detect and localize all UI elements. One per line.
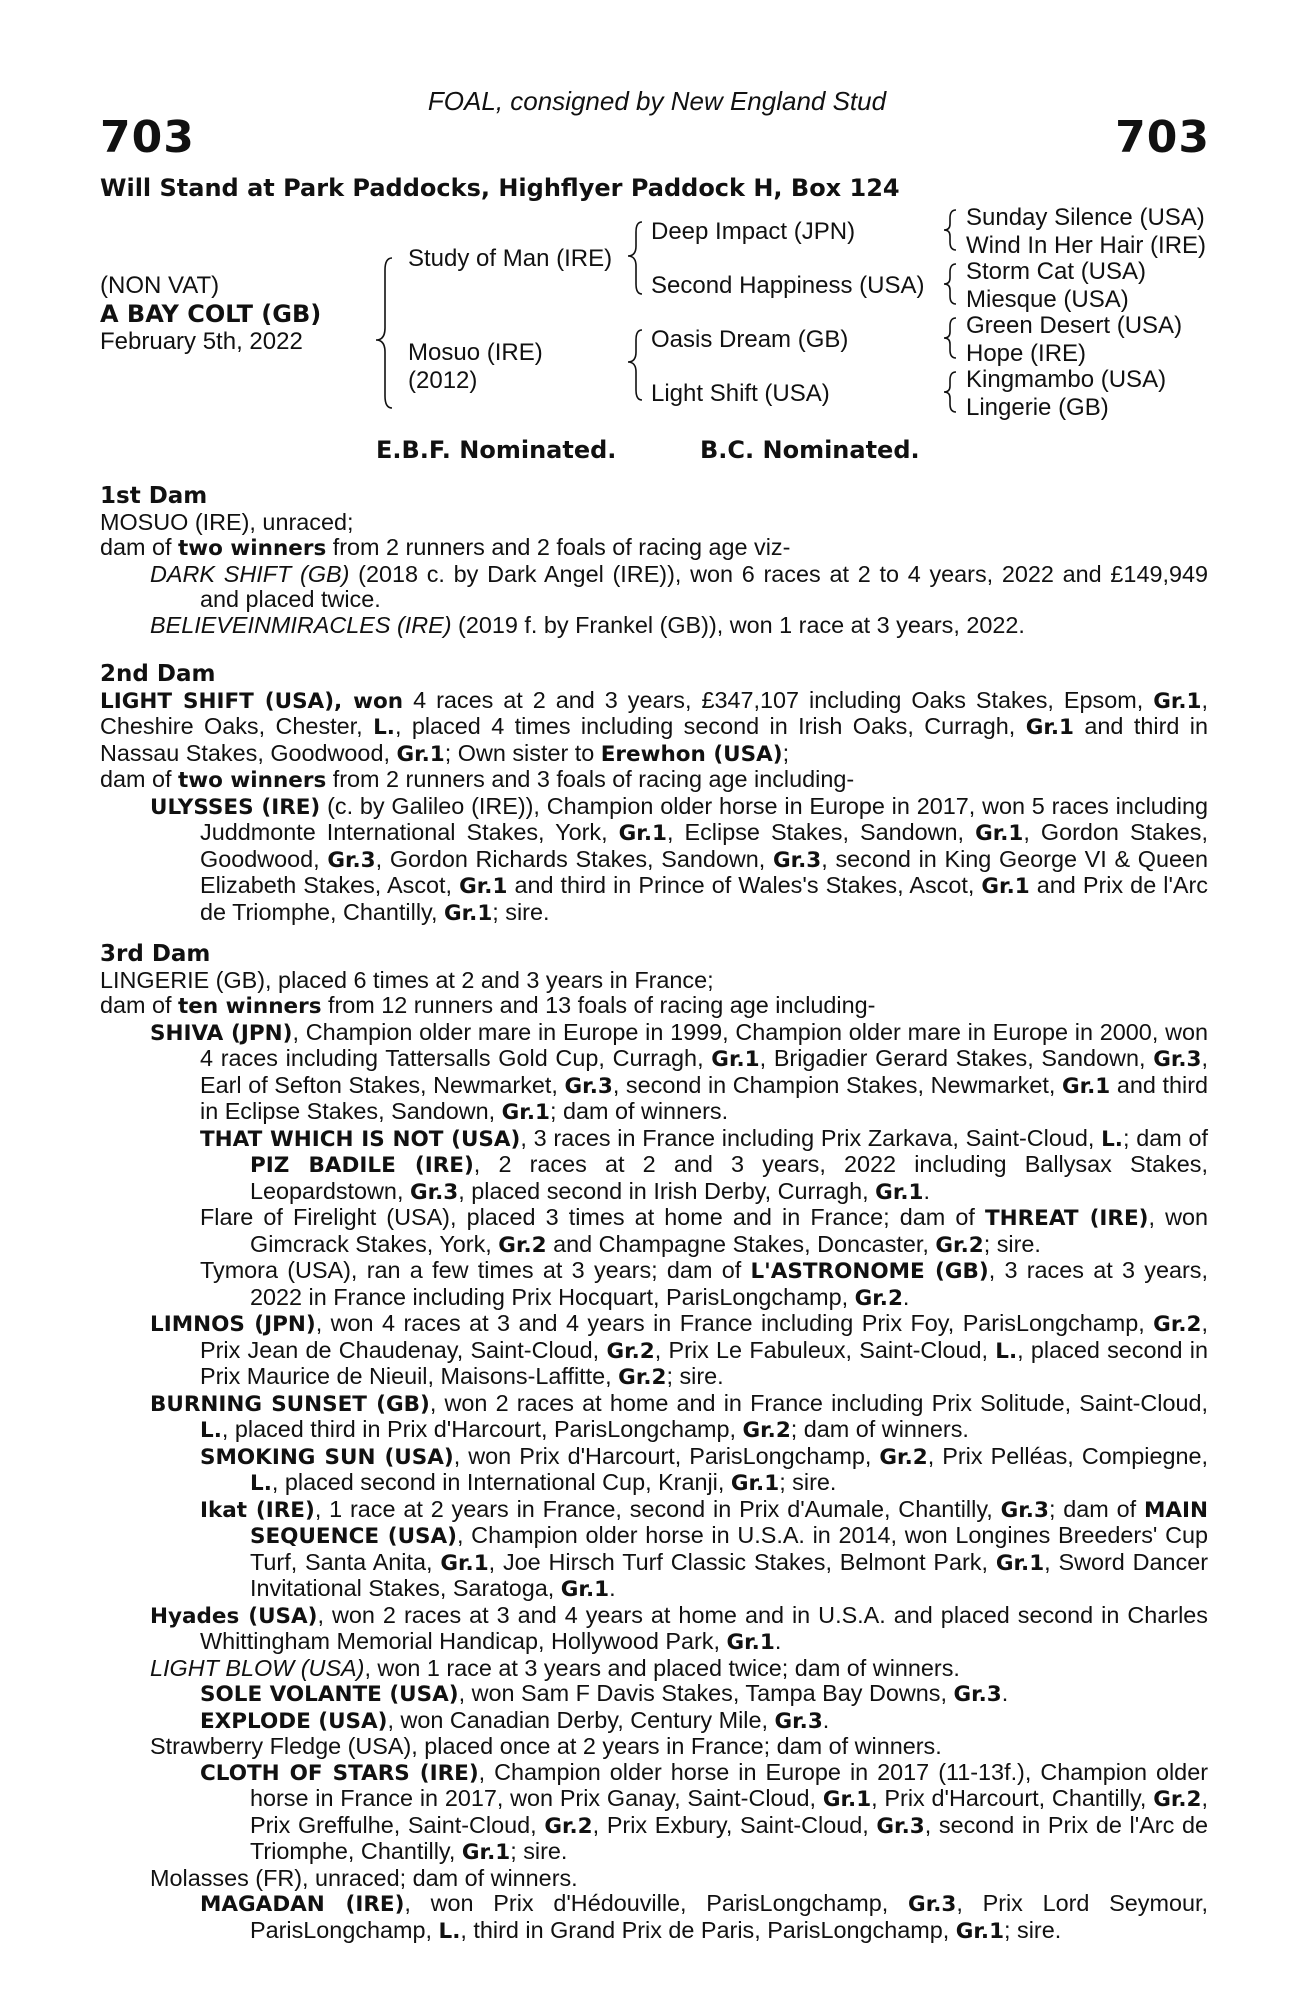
text-segment: , Eclipse Stakes, Sandown, — [666, 819, 976, 845]
bold-text: two winners — [178, 768, 327, 793]
bold-text: Gr.1 — [1153, 688, 1202, 714]
bold-text: Gr.2 — [742, 1418, 791, 1443]
bold-text: Gr.2 — [1153, 1312, 1202, 1337]
bold-text: Gr.3 — [564, 1073, 613, 1099]
brace-g2 — [944, 264, 956, 304]
dam-name: Mosuo (IRE) — [408, 339, 543, 366]
bc-nominated: B.C. Nominated. — [700, 436, 920, 464]
text-segment: Tymora (USA), ran a few times at 3 years; dam of — [200, 1257, 751, 1283]
text-segment: ; — [782, 739, 790, 766]
text-segment: , Prix d'Harcourt, Chantilly, — [871, 1785, 1154, 1811]
pedigree-paragraph — [100, 1258, 1208, 1311]
text-segment: , second in King George VI & Queen Elizabeth Stakes, Ascot, — [200, 845, 1208, 898]
text-segment: ; dam of winners. — [790, 1416, 969, 1442]
text-segment: ; sire. — [510, 1838, 568, 1864]
brace-dam — [628, 330, 642, 400]
bold-text: Gr.1 — [440, 1550, 489, 1576]
section-heading: 3rd Dam — [100, 941, 211, 967]
bold-text: Gr.1 — [459, 874, 508, 899]
bold-text: LIMNOS (JPN) — [150, 1312, 316, 1337]
bold-text: Gr.2 — [618, 1365, 667, 1390]
text-segment: , won Canadian Derby, Century Mile, — [387, 1706, 775, 1733]
dam-dam-name: Light Shift (USA) — [651, 380, 830, 407]
text-segment: , Prix Exbury, Saint-Cloud, — [592, 1811, 877, 1838]
gen3-name-8: Lingerie (GB) — [966, 394, 1109, 421]
text-segment: from 12 runners and 13 foals of racing age including- — [321, 992, 876, 1018]
pedigree-paragraph — [100, 1126, 1208, 1206]
bold-text: ULYSSES (IRE) — [150, 794, 321, 820]
text-segment: and Prix de l'Arc de Triomphe, Chantilly, — [200, 872, 1208, 925]
consignor-line: FOAL, consigned by New England Stud — [427, 86, 887, 116]
pedigree-paragraph — [100, 1205, 1208, 1258]
text-segment: . — [1001, 1680, 1009, 1706]
foaling-date: February 5th, 2022 — [100, 328, 303, 355]
text-segment: , placed second in Prix Maurice de Nieuil, Maisons-Laffitte, — [200, 1336, 1208, 1389]
bold-text: Gr.3 — [1000, 1497, 1049, 1523]
bold-text: SMOKING SUN (USA) — [200, 1444, 454, 1470]
bold-text: L'ASTRONOME (GB) — [750, 1259, 989, 1284]
text-segment: and third in Eclipse Stakes, Sandown, — [200, 1071, 1208, 1124]
pedigree-paragraph — [100, 1760, 1208, 1866]
bold-text: Gr.1 — [1025, 715, 1074, 740]
text-segment: , Gordon Richards Stakes, Sandown, — [375, 845, 773, 872]
pedigree-paragraph — [100, 562, 1208, 613]
text-segment: , Sword Dancer Invitational Stakes, Saratoga, — [250, 1548, 1209, 1601]
bold-text: Gr.3 — [409, 1179, 459, 1205]
second-dam-section — [100, 662, 1208, 926]
pedigree-paragraph — [100, 535, 1208, 562]
gen3-name-5: Green Desert (USA) — [966, 312, 1183, 339]
pedigree-paragraph — [100, 1444, 1208, 1497]
text-segment: , Earl of Sefton Stakes, Newmarket, — [200, 1045, 1208, 1098]
section-heading: 1st Dam — [100, 483, 208, 509]
bold-text: L. — [200, 1418, 222, 1443]
pedigree-paragraph — [100, 1734, 1208, 1760]
pedigree-paragraph — [100, 1656, 1208, 1682]
text-segment: , Cheshire Oaks, Chester, — [100, 686, 1208, 739]
text-segment: and third in Prince of Wales's Stakes, Ascot, — [507, 872, 982, 898]
first-dam-section — [100, 484, 1208, 638]
bold-text: Gr.1 — [711, 1047, 760, 1072]
bold-text: Gr.1 — [443, 900, 493, 926]
text-segment: . — [609, 1575, 616, 1601]
text-segment: , Prix Pelléas, Compiegne, — [927, 1442, 1208, 1469]
text-segment: , placed 4 times including second in Irish Oaks, Curragh, — [394, 713, 1026, 739]
text-segment: , Champion older mare in Europe in 1999, Champion older mare in Europe in 2000, won 4 races including Tattersalls Gold Cup, Curragh, — [200, 1018, 1208, 1071]
bold-text: Gr.3 — [876, 1813, 925, 1839]
text-segment: ; Own sister to — [444, 739, 601, 766]
text-segment: dam of — [100, 534, 179, 560]
text-segment: Flare of Firelight (USA), placed 3 times at home and in France; dam of — [200, 1204, 985, 1230]
pedigree-paragraph — [100, 1891, 1208, 1944]
bold-text: Gr.1 — [995, 1550, 1045, 1576]
lot-number-right: 703 — [1115, 112, 1210, 163]
bold-text: LIGHT SHIFT (USA), won — [100, 688, 404, 714]
text-segment: , won 2 races at 3 and 4 years at home and in U.S.A. and placed second in Charles Whittingham Memorial Handicap, Hollywood Park, — [200, 1601, 1208, 1654]
pedigree-paragraph — [100, 1391, 1208, 1444]
brace-g4 — [944, 372, 956, 412]
bold-text: L. — [373, 715, 395, 740]
gen3-name-7: Kingmambo (USA) — [966, 366, 1167, 393]
lot-number-left: 703 — [100, 112, 195, 163]
text-segment: , won Prix d'Hédouville, ParisLongchamp, — [404, 1890, 909, 1916]
pedigree-paragraph — [100, 1681, 1208, 1708]
bold-text: L. — [1101, 1126, 1123, 1152]
bold-text: Gr.3 — [908, 1892, 957, 1917]
bold-text: Gr.3 — [953, 1682, 1002, 1707]
text-segment: from 2 runners and 2 foals of racing age viz- — [326, 534, 791, 560]
pedigree-paragraph — [100, 510, 1208, 536]
text-segment: , second in Prix de l'Arc de Triomphe, Chantilly, — [250, 1811, 1208, 1864]
text-segment: , placed second in Irish Derby, Curragh, — [458, 1177, 876, 1204]
text-segment: ; sire. — [666, 1363, 724, 1389]
bold-text: MAIN SEQUENCE (USA) — [250, 1497, 1208, 1549]
text-segment: , won Gimcrack Stakes, York, — [250, 1204, 1208, 1257]
text-segment: , won Prix d'Harcourt, ParisLongchamp, — [453, 1442, 880, 1469]
bold-text: Ikat (IRE) — [200, 1497, 315, 1523]
text-segment: , placed second in International Cup, Kranji, — [271, 1469, 731, 1495]
bold-text: Gr.1 — [981, 874, 1030, 899]
bold-text: EXPLODE (USA) — [200, 1708, 388, 1734]
bold-text: Gr.1 — [560, 1577, 610, 1602]
text-segment: , Prix Greffulhe, Saint-Cloud, — [250, 1785, 1208, 1838]
text-segment: ; dam of — [1048, 1495, 1144, 1522]
text-segment: and Champagne Stakes, Doncaster, — [546, 1230, 936, 1257]
pedigree-paragraph — [100, 613, 1208, 639]
pedigree-paragraph — [100, 1603, 1208, 1656]
text-segment: , won 2 races at home and in France including Prix Solitude, Saint-Cloud, — [429, 1389, 1208, 1416]
sire-dam-name: Second Happiness (USA) — [651, 272, 925, 299]
text-segment: , second in Champion Stakes, Newmarket, — [612, 1071, 1062, 1098]
text-segment: , 1 race at 2 years in France, second in Prix d'Aumale, Chantilly, — [314, 1495, 1001, 1522]
bold-text: L. — [250, 1471, 272, 1496]
pedigree-paragraph — [100, 767, 1208, 794]
dam-year: (2012) — [408, 367, 478, 394]
gen3-name-2: Wind In Her Hair (IRE) — [966, 232, 1207, 259]
bold-text: Gr.2 — [544, 1813, 593, 1839]
brace-g3 — [944, 318, 956, 358]
text-segment: , placed third in Prix d'Harcourt, ParisLongchamp, — [221, 1416, 743, 1442]
text-segment: dam of — [100, 992, 179, 1018]
text-segment: , Gordon Stakes, Goodwood, — [200, 819, 1208, 872]
pedigree-paragraph — [100, 1020, 1208, 1126]
text-segment: and third in Nassau Stakes, Goodwood, — [100, 713, 1208, 766]
bold-text: Gr.2 — [1153, 1787, 1202, 1812]
bold-text: two winners — [178, 536, 327, 561]
text-segment: , won 4 races at 3 and 4 years in France including Prix Foy, ParisLongchamp, — [315, 1310, 1154, 1336]
bold-text: Gr.1 — [875, 1179, 924, 1205]
sire-sire-name: Deep Impact (JPN) — [651, 218, 856, 245]
bold-text: THAT WHICH IS NOT (USA) — [200, 1126, 521, 1152]
text-segment: , Prix Jean de Chaudenay, Saint-Cloud, — [200, 1310, 1208, 1363]
bold-text: Gr.1 — [822, 1787, 872, 1812]
text-segment: , won Sam F Davis Stakes, Tampa Bay Downs, — [458, 1680, 954, 1706]
pedigree-paragraph — [100, 1311, 1208, 1391]
section-body — [100, 968, 1208, 1945]
vat-status: (NON VAT) — [100, 272, 220, 299]
dam-sire-name: Oasis Dream (GB) — [651, 326, 849, 353]
text-segment: , third in Grand Prix de Paris, ParisLongchamp, — [460, 1916, 956, 1943]
bold-text: Gr.1 — [726, 1630, 775, 1655]
text-segment: , Brigadier Gerard Stakes, Sandown, — [759, 1045, 1154, 1071]
pedigree-paragraph — [100, 794, 1208, 927]
text-segment: Strawberry Fledge (USA), placed once at 2 years in France; dam of winners. — [150, 1733, 942, 1759]
brace-g1 — [944, 210, 956, 250]
italic-text: BELIEVEINMIRACLES (IRE) — [150, 611, 452, 638]
bold-text: Erewhon (USA) — [600, 741, 783, 767]
text-segment: ; dam of — [1122, 1124, 1208, 1151]
ebf-nominated: E.B.F. Nominated. — [376, 436, 617, 464]
bold-text: Gr.3 — [772, 847, 822, 873]
text-segment: (c. by Galileo (IRE)), Champion older horse in Europe in 2017, won 5 races including Juddmonte International Stakes, York, — [200, 792, 1208, 845]
pedigree-paragraph — [100, 1708, 1208, 1735]
text-segment: from 2 runners and 3 foals of racing age including- — [326, 766, 855, 792]
bold-text: Gr.2 — [879, 1444, 928, 1470]
gen3-name-3: Storm Cat (USA) — [966, 258, 1147, 285]
pedigree-paragraph — [100, 1497, 1208, 1603]
text-segment: ; sire. — [492, 898, 550, 925]
bold-text: Gr.2 — [854, 1285, 903, 1311]
bold-text: BURNING SUNSET (GB) — [150, 1391, 430, 1417]
text-segment: , Joe Hirsch Turf Classic Stakes, Belmont Park, — [488, 1548, 996, 1575]
text-segment: ; sire. — [779, 1469, 837, 1495]
section-heading: 2nd Dam — [100, 661, 216, 687]
text-segment: 4 races at 2 and 3 years, £347,107 including Oaks Stakes, Epsom, — [403, 686, 1154, 713]
stand-line: Will Stand at Park Paddocks, Highflyer Paddock H, Box 124 — [100, 174, 900, 202]
bold-text: Gr.1 — [461, 1840, 511, 1865]
bold-text: SHIVA (JPN) — [150, 1020, 293, 1046]
bold-text: Gr.1 — [396, 741, 445, 767]
text-segment: ; sire. — [983, 1230, 1041, 1257]
text-segment: , 3 races in France including Prix Zarkava, Saint-Cloud, — [520, 1124, 1102, 1151]
pedigree-paragraph — [100, 968, 1208, 994]
gen3-name-6: Hope (IRE) — [966, 340, 1087, 367]
pedigree-paragraph — [100, 993, 1208, 1020]
bold-text: Gr.1 — [955, 1918, 1005, 1944]
pedigree-paragraph — [100, 1866, 1208, 1892]
text-segment: , 3 races at 3 years, 2022 in France including Prix Hocquart, ParisLongchamp, — [250, 1257, 1208, 1310]
text-segment: ; sire. — [1004, 1916, 1062, 1943]
text-segment: ; dam of winners. — [549, 1098, 729, 1124]
sire-name: Study of Man (IRE) — [408, 245, 613, 272]
bold-text: L. — [438, 1918, 461, 1944]
horse-name: A BAY COLT (GB) — [100, 300, 322, 328]
italic-text: LIGHT BLOW (USA) — [150, 1654, 365, 1681]
bold-text: Gr.1 — [1061, 1073, 1111, 1099]
italic-text: DARK SHIFT (GB) — [150, 560, 350, 587]
bold-text: CLOTH OF STARS (IRE) — [200, 1760, 479, 1786]
section-body — [100, 688, 1208, 927]
bold-text: SOLE VOLANTE (USA) — [200, 1682, 459, 1707]
bold-text: L. — [995, 1338, 1018, 1364]
text-segment: , Champion older horse in U.S.A. in 2014, won Longines Breeders' Cup Turf, Santa Anita, — [250, 1522, 1208, 1575]
text-segment: , 2 races at 2 and 3 years, 2022 including Ballysax Stakes, Leopardstown, — [250, 1151, 1208, 1204]
text-segment: . — [774, 1628, 782, 1654]
text-segment: , Prix Le Fabuleux, Saint-Cloud, — [654, 1336, 996, 1363]
text-segment: . — [923, 1177, 930, 1204]
bold-text: Gr.3 — [1153, 1047, 1202, 1072]
text-segment: (2018 c. by Dark Angel (IRE)), won 6 races at 2 to 4 years, 2022 and £149,949 and placed twice. — [200, 560, 1208, 612]
text-segment: , won 1 race at 3 years and placed twice; dam of winners. — [364, 1654, 960, 1681]
pedigree-paragraph — [100, 688, 1208, 768]
text-segment: Molasses (FR), unraced; dam of winners. — [150, 1864, 578, 1891]
text-segment: MOSUO (IRE), unraced; — [100, 508, 354, 535]
bold-text: Gr.3 — [774, 1708, 823, 1734]
bold-text: MAGADAN (IRE) — [200, 1892, 405, 1917]
text-segment: (2019 f. by Frankel (GB)), won 1 race at 3 years, 2022. — [451, 611, 1025, 638]
bold-text: Gr.2 — [935, 1232, 984, 1258]
bold-text: Gr.2 — [498, 1232, 547, 1258]
text-segment: . — [822, 1706, 830, 1733]
brace-main — [376, 258, 392, 408]
bold-text: Gr.3 — [327, 847, 376, 873]
section-body — [100, 510, 1208, 639]
third-dam-section — [100, 942, 1208, 1944]
bold-text: ten winners — [178, 994, 322, 1019]
text-segment: LINGERIE (GB), placed 6 times at 2 and 3 years in France; — [100, 966, 714, 993]
text-segment: , Prix Lord Seymour, ParisLongchamp, — [250, 1890, 1208, 1943]
bold-text: Gr.2 — [606, 1338, 655, 1364]
bold-text: PIZ BADILE (IRE) — [250, 1153, 474, 1178]
bold-text: Gr.1 — [618, 821, 667, 846]
text-segment: . — [902, 1283, 910, 1310]
gen3-name-4: Miesque (USA) — [966, 286, 1129, 313]
bold-text: THREAT (IRE) — [984, 1206, 1149, 1231]
bold-text: Gr.1 — [975, 821, 1024, 846]
bold-text: Hyades (USA) — [150, 1603, 318, 1629]
gen3-name-1: Sunday Silence (USA) — [966, 204, 1205, 231]
bold-text: Gr.1 — [730, 1471, 780, 1496]
bold-text: Gr.1 — [501, 1100, 550, 1125]
text-segment: dam of — [100, 766, 179, 792]
brace-sire — [628, 222, 642, 294]
text-segment: , Champion older horse in Europe in 2017 (11-13f.), Champion older horse in France in 2017, won Prix Ganay, Saint-Cloud, — [250, 1758, 1208, 1811]
